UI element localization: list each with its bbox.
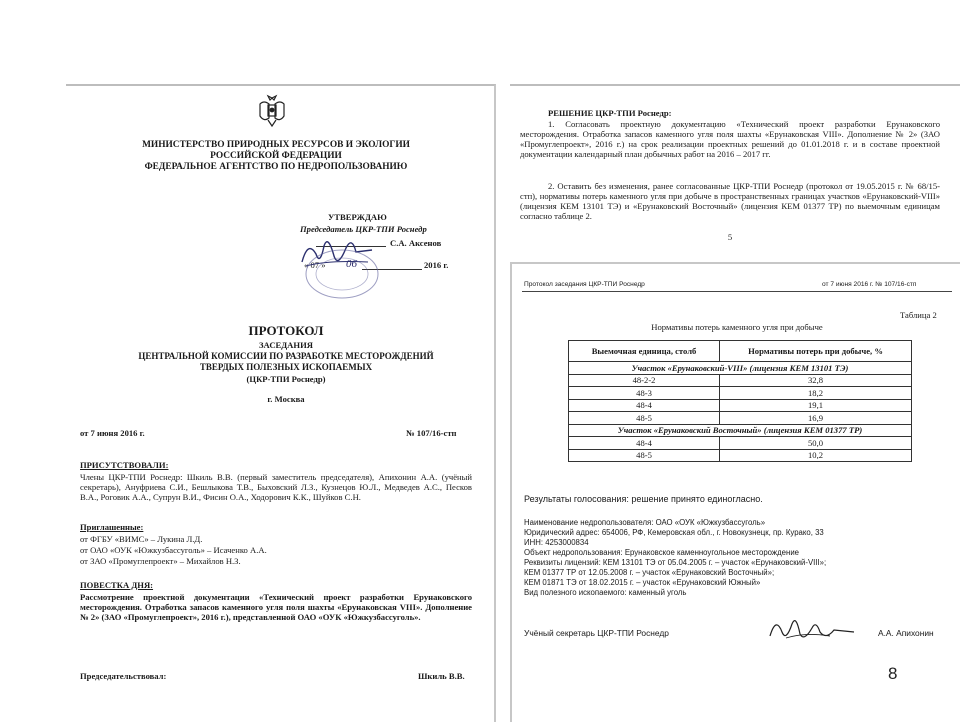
section-2-label: Участок «Ерунаковский Восточный» (лицензия КЕМ 01377 ТР) <box>569 424 912 437</box>
invited-item-1: от ФГБУ «ВИМС» – Лукина Л.Д. <box>80 534 203 544</box>
approve-name: С.А. Аксенов <box>390 238 442 248</box>
table-section-row <box>569 424 912 437</box>
ministry-line-1: МИНИСТЕРСТВО ПРИРОДНЫХ РЕСУРСОВ И ЭКОЛОГИИ <box>142 140 410 150</box>
table-title: Нормативы потерь каменного угля при добыче <box>651 322 823 332</box>
approve-date-month: 06 <box>346 258 357 270</box>
protocol-city: г. Москва <box>267 394 305 404</box>
approve-title: УТВЕРЖДАЮ <box>328 212 387 222</box>
approve-year: 2016 г. <box>424 260 449 270</box>
norm-cell: 32,8 <box>720 374 912 387</box>
protocol-sub-2: ЦЕНТРАЛЬНОЙ КОМИССИИ ПО РАЗРАБОТКЕ МЕСТОРОЖДЕНИЙ <box>138 351 434 361</box>
table-row <box>569 437 912 450</box>
detail-line: Наименование недропользователя: ОАО «ОУК «Южкузбассуголь» <box>524 518 766 527</box>
unit-cell: 48-5 <box>569 449 720 462</box>
ministry-line-2: РОССИЙСКОЙ ФЕДЕРАЦИИ <box>210 151 342 161</box>
table-row <box>569 412 912 425</box>
vote-result: Результаты голосования: решение принято единогласно. <box>524 494 763 504</box>
detail-line: КЕМ 01377 ТР от 12.05.2008 г. – участок «Ерунаковский Восточный»; <box>524 568 775 577</box>
table-row <box>569 449 912 462</box>
col-header-unit: Выемочная единица, столб <box>569 341 720 362</box>
present-heading: ПРИСУТСТВОВАЛИ: <box>80 460 169 470</box>
chair-label: Председательствовал: <box>80 671 167 681</box>
decision-item-1: 1. Согласовать проектную документацию «Технический проект разработки Ерунаковского месторождения. Отработка запасов каменного угля поля шахты «Ерунаковская VIII». Дополнение № 2» (ЗАО «Промуглепроект», 2016 г.) на срок реализации проектных решений до 01.01.2018 г. и в составе проектной документации календарный план добычных работ на 2016 – 2017 гг. <box>520 119 940 159</box>
detail-line: Юридический адрес: 654006, РФ, Кемеровская обл., г. Новокузнецк, пр. Курако, 33 <box>524 528 824 537</box>
loss-norms-table <box>568 340 912 462</box>
unit-cell: 48-4 <box>569 437 720 450</box>
invited-heading: Приглашенные: <box>80 522 144 532</box>
table-section-row <box>569 362 912 375</box>
decision-item-2: 2. Оставить без изменения, ранее согласованные ЦКР-ТПИ Роснедр (протокол от 19.05.2015 г. № 68/15-стп), нормативы потерь каменного угля при добыче в пространственных границах участков «Ерунаковский-VIII» (лицензия КЕМ 13101 ТЭ) и «Ерунаковский Восточный» (лицензия КЕМ 01377 ТР) по выемочным единицам согласно таблице 2. <box>520 181 940 221</box>
approve-date-day: « 07 » <box>304 260 326 270</box>
decision-page-number: 5 <box>727 232 733 242</box>
ministry-line-3: ФЕДЕРАЛЬНОЕ АГЕНТСТВО ПО НЕДРОПОЛЬЗОВАНИЮ <box>144 162 408 172</box>
approve-position: Председатель ЦКР-ТПИ Роснедр <box>300 224 427 234</box>
invited-item-3: от ЗАО «Промуглепроект» – Михайлов Н.З. <box>80 556 241 566</box>
table-page <box>510 262 960 722</box>
agenda-text: Рассмотрение проектной документации «Технический проект разработки Ерунаковского месторождения. Отработка запасов каменного угля поля шахты «Ерунаковская VIII». Дополнение № 2» (ЗАО «Промуглепроект», 2016 г.), представленной ОАО «ОУК «Южкузбассуголь». <box>80 592 472 622</box>
protocol-number: № 107/16-стп <box>406 428 457 438</box>
detail-line: КЕМ 01871 ТЭ от 18.02.2015 г. – участок «Ерунаковский Южный» <box>524 578 761 587</box>
table-row <box>569 374 912 387</box>
detail-line: Реквизиты лицензий: КЕМ 13101 ТЭ от 05.04.2005 г. – участок «Ерунаковский-VIII»; <box>524 558 827 567</box>
norm-cell: 10,2 <box>720 449 912 462</box>
chair-name: Шкиль В.В. <box>418 671 465 681</box>
detail-line: ИНН: 4253000834 <box>524 538 589 547</box>
protocol-sub-1: ЗАСЕДАНИЯ <box>259 340 313 350</box>
protocol-sub-3: ТВЕРДЫХ ПОЛЕЗНЫХ ИСКОПАЕМЫХ <box>199 362 373 372</box>
col-header-norm: Нормативы потерь при добыче, % <box>720 341 912 362</box>
protocol-sub-4: (ЦКР-ТПИ Роснедр) <box>246 374 326 384</box>
norm-cell: 16,9 <box>720 412 912 425</box>
coat-of-arms-icon <box>256 94 288 128</box>
secretary-name: А.А. Апихонин <box>878 628 934 638</box>
norm-cell: 50,0 <box>720 437 912 450</box>
decision-page <box>510 84 960 251</box>
table-header-row <box>569 341 912 362</box>
protocol-date: от 7 июня 2016 г. <box>80 428 145 438</box>
decision-heading: РЕШЕНИЕ ЦКР-ТПИ Роснедр: <box>548 108 672 118</box>
section-1-label: Участок «Ерунаковский-VIII» (лицензия КЕМ 13101 ТЭ) <box>569 362 912 375</box>
table-row <box>569 387 912 400</box>
unit-cell: 48-4 <box>569 399 720 412</box>
protocol-title: ПРОТОКОЛ <box>248 323 324 338</box>
slide-page-number: 8 <box>888 664 898 683</box>
norm-cell: 19,1 <box>720 399 912 412</box>
protocol-first-page <box>66 84 496 722</box>
header-rule <box>522 291 952 292</box>
table-label: Таблица 2 <box>900 310 937 320</box>
unit-cell: 48-3 <box>569 387 720 400</box>
unit-cell: 48-2-2 <box>569 374 720 387</box>
agenda-heading: ПОВЕСТКА ДНЯ: <box>80 580 154 590</box>
page-header-left: Протокол заседания ЦКР-ТПИ Роснедр <box>524 281 645 288</box>
detail-line: Объект недропользования: Ерунаковское каменноугольное месторождение <box>524 548 800 557</box>
secretary-label: Учёный секретарь ЦКР-ТПИ Роснедр <box>524 628 669 638</box>
page-header-right: от 7 июня 2016 г. № 107/16-стп <box>822 281 917 288</box>
unit-cell: 48-5 <box>569 412 720 425</box>
present-text: Члены ЦКР-ТПИ Роснедр: Шкиль В.В. (первый заместитель председателя), Апихонин А.А. (учёный секретарь), Ануфриева С.И., Бешлыкова Т.В., Быховский Л.З., Кузнецов Ю.Л., Медведев А.С., Песков В.А., Роговик А.А., Супрун В.И., Фисин О.А., Ходорович К.К., Шуйков С.Н. <box>80 472 472 502</box>
norm-cell: 18,2 <box>720 387 912 400</box>
invited-item-2: от ОАО «ОУК «Южкузбассуголь» – Исаченко А.А. <box>80 545 267 555</box>
detail-line: Вид полезного ископаемого: каменный уголь <box>524 588 687 597</box>
secretary-signature <box>766 612 858 646</box>
official-stamp <box>302 246 382 302</box>
table-row <box>569 399 912 412</box>
